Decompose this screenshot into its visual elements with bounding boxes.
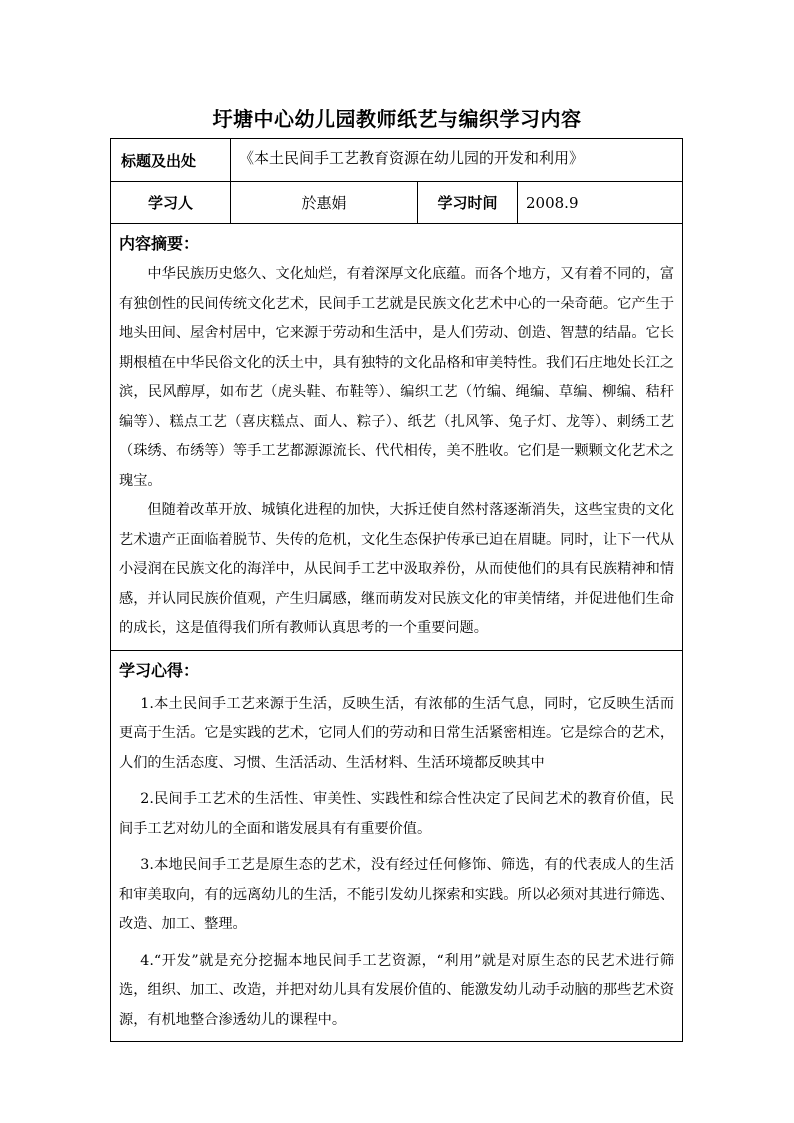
reflection-item-1: 1.本土民间手工艺来源于生活，反映生活，有浓郁的生活气息，同时，它反映生活而更高于生活。它是实践的艺术，它同人们的劳动和日常生活紧密相连。它是综合的艺术，人们的生活态度、习惯、生活活动、生活材料、生活环境都反映其中: [119, 695, 675, 771]
time-label: 学习时间: [418, 182, 518, 224]
summary-heading: 内容摘要：: [119, 234, 200, 253]
reflection-item-3: 3.本地民间手工艺是原生态的艺术，没有经过任何修饰、筛选，有的代表成人的生活和审美取向，有的远离幼儿的生活，不能引发幼儿探索和实践。所以必须对其进行筛选、改造、加工、整理。: [119, 857, 675, 932]
reflection-row: [111, 650, 683, 1042]
reflection-heading: 学习心得：: [119, 660, 200, 680]
learner-value: 於惠娟: [231, 182, 418, 224]
reflection-item-2: 2.民间手工艺术的生活性、审美性、实践性和综合性决定了民间艺术的教育价值，民间手工艺对幼儿的全面和谐发展具有有重要价值。: [119, 791, 675, 837]
summary-section: [111, 224, 683, 651]
source-label: 标题及出处: [111, 139, 231, 182]
summary-paragraph-1: 中华民族历史悠久、文化灿烂，有着深厚文化底蕴。而各个地方，又有着不同的，富有独创性的民间传统文化艺术，民间手工艺就是民族文化艺术中心的一朵奇葩。它产生于地头田间、屋舍村居中，它来源于劳动和生活中，是人们劳动、创造、智慧的结晶。它长期根植在中华民俗文化的沃土中，具有独特的文化品格和审美特性。我们石庄地处长江之滨，民风醇厚，如布艺（虎头鞋、布鞋等）、编织工艺（竹编、绳编、草编、柳编、秸秆编等）、糕点工艺（喜庆糕点、面人、粽子）、纸艺（扎风筝、兔子灯、龙等）、刺绣工艺（珠绣、布绣等）等手工艺都源源流长、代代相传，美不胜收。它们是一颗颗文化艺术之瑰宝。: [119, 266, 675, 489]
study-record-table: [110, 138, 683, 1042]
source-value: 《本土民间手工艺教育资源在幼儿园的开发和利用》: [231, 139, 683, 182]
source-row: [111, 139, 683, 182]
reflection-item-4: 4.“开发”就是充分挖掘本地民间手工艺资源，“利用”就是对原生态的民艺术进行筛选，组织、加工、改造，并把对幼儿具有发展价值的、能激发幼儿动手动脑的那些艺术资源，有机地整合渗透幼儿的课程中。: [119, 952, 675, 1028]
time-value: 2008.9: [518, 182, 683, 224]
learner-row: [111, 182, 683, 224]
page-title: 圩塘中心幼儿园教师纸艺与编织学习内容: [212, 107, 582, 131]
summary-row: [111, 224, 683, 651]
learner-label: 学习人: [111, 182, 231, 224]
summary-paragraph-2: 但随着改革开放、城镇化进程的加快，大拆迁使自然村落逐渐消失，这些宝贵的文化艺术遗产正面临着脱节、失传的危机，文化生态保护传承已迫在眉睫。同时，让下一代从小浸润在民族文化的海洋中，从民间手工艺中汲取养份，从而使他们的具有民族精神和情感，并认同民族价值观，产生归属感，继而萌发对民族文化的审美情绪，并促进他们生命的成长，这是值得我们所有教师认真思考的一个重要问题。: [119, 502, 675, 636]
reflection-section: [111, 650, 683, 1042]
